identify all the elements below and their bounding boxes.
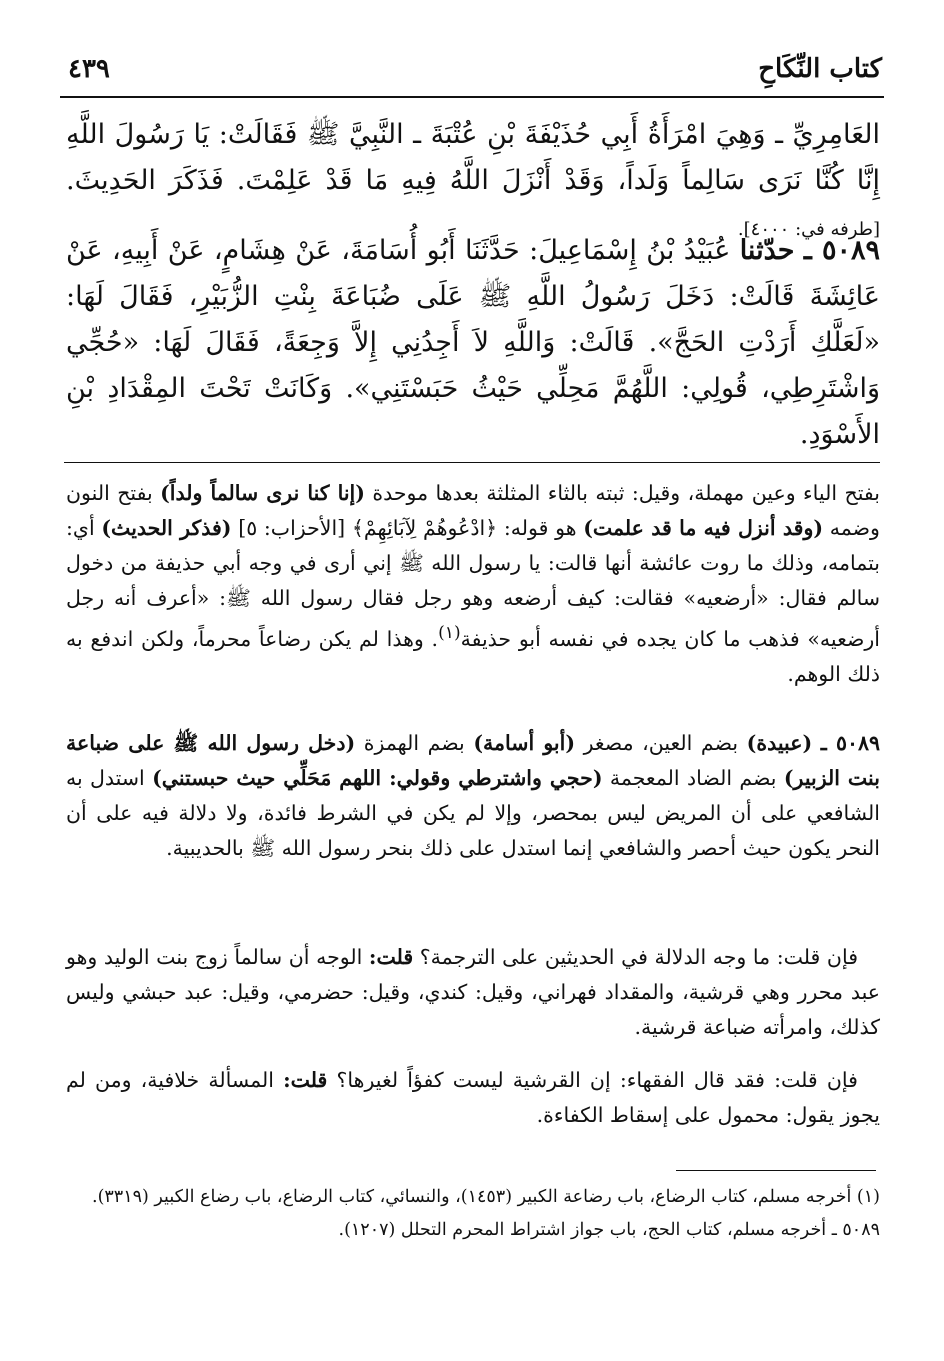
hadith-5089 xyxy=(66,228,880,458)
commentary-text: استدل به الشافعي على أن المريض ليس بمحصر، وإلا لم يكن في الشرط فائدة، ولا دلالة فيه على أن النحر يكون حيث أحصر والشافعي إنما استدل على ذلك بنحر رسول الله ﷺ بالحديبية. xyxy=(66,766,880,860)
quran-quote: ﴿ادْعُوهُمْ لِآبَائِهِمْ﴾ xyxy=(351,516,498,540)
page-number: ٤٣٩ xyxy=(68,54,110,84)
hadith-continuation-text: العَامِرِيِّ ـ وَهِيَ امْرَأَةُ أَبِي حُذَيْفَةَ بْنِ عُتْبَةَ ـ النَّبِيَّ ﷺ فَقَالَتْ: يَا رَسُولَ اللَّهِ إِنَّا كُنَّا نَرَى سَالِماً وَلَداً، وَقَدْ أَنْزَلَ اللَّهُ فِيهِ مَا قَدْ عَلِمْتَ. فَذَكَرَ الحَدِيثَ. xyxy=(66,119,880,196)
commentary-lemma: (أبو أسامة) xyxy=(473,731,576,755)
commentary-lemma: (عبيدة) xyxy=(746,731,813,755)
commentary-answer-label: قلت: xyxy=(283,1068,328,1092)
commentary-text: الوجه أن سالماً زوج بنت الوليد وهو عبد محرر وهي قرشية، والمقداد فهراني، وقيل: كندي، وقيل: حضرمي، وقيل: عبد حبشي وليس كذلك، وامرأته ضباعة قرشية. xyxy=(66,945,880,1039)
footnotes xyxy=(66,1182,880,1248)
page-header xyxy=(68,52,882,92)
commentary-answer-label: قلت: xyxy=(368,945,414,969)
quran-reference: [الأحزاب: ٥] xyxy=(238,516,346,540)
commentary-text: بضم العين، مصغر xyxy=(583,731,739,755)
commentary-number: ٥٠٨٩ ـ xyxy=(820,731,880,755)
footnote-2: ٥٠٨٩ ـ أخرجه مسلم، كتاب الحج، باب جواز اشتراط المحرم التحلل (١٢٠٧). xyxy=(338,1220,880,1240)
commentary-text: بفتح الياء وعين مهملة، وقيل: ثبته بالثاء المثلثة بعدها موحدة xyxy=(372,481,880,505)
narration-lead: حدّثنا xyxy=(739,235,795,266)
commentary-lemma: (دخل رسول الله ﷺ على ضباعة بنت الزبير) xyxy=(66,731,880,790)
footnote-divider xyxy=(676,1170,876,1171)
commentary-paragraph-4 xyxy=(66,1063,880,1133)
commentary-text: بضم الهمزة xyxy=(363,731,465,755)
commentary-paragraph-2 xyxy=(66,726,880,866)
book-title: كتاب النِّكَاحِ xyxy=(758,54,882,84)
commentary-text: المسألة خلافية، ومن لم يجوز يقول: محمول على إسقاط الكفاءة. xyxy=(66,1068,880,1127)
commentary-lemma: (حجي واشترطي وقولي: اللهم مَحَلِّي حيث حبستني) xyxy=(152,766,603,790)
commentary-text: أي: بتمامه، وذلك ما روت عائشة أنها قالت: يا رسول الله ﷺ إني أرى في وجه أبي حذيفة من دخول سالم فقال: «أرضعيه» فقالت: كيف أرضعه وهو رجل فقال رسول الله ﷺ: «أعرف أنه رجل أرضعيه» فذهب ما كان يجده في نفسه أبو حذيفة xyxy=(66,516,881,651)
commentary-text: بضم الضاد المعجمة xyxy=(609,766,777,790)
commentary-text: . وهذا لم يكن رضاعاً محرماً، ولكن اندفع به ذلك الوهم. xyxy=(66,626,880,686)
hadith-text: عُبَيْدُ بْنُ إِسْمَاعِيلَ: حَدَّثَنَا أَبُو أُسَامَةَ، عَنْ هِشَامٍ، عَنْ أَبِيهِ، عَنْ عَائِشَةَ قَالَتْ: دَخَلَ رَسُولُ اللَّهِ ﷺ عَلَى ضُبَاعَةَ بِنْتِ الزُّبَيْرِ، فَقَالَ لَهَا: «لَعَلَّكِ أَرَدْتِ الحَجَّ». قَالَتْ: وَاللَّهِ لاَ أَجِدُنِي إِلاَّ وَجِعَةً، فَقَالَ لَهَا: «حُجِّي وَاشْتَرِطِي، قُولِي: اللَّهُمَّ مَحِلِّي حَيْثُ حَبَسْتَنِي». وَكَانَتْ تَحْتَ المِقْدَادِ بْنِ الأَسْوَدِ. xyxy=(66,235,880,450)
commentary-paragraph-3 xyxy=(66,940,880,1045)
commentary-lemma: (فذكر الحديث) xyxy=(101,516,232,540)
commentary-text: هو قوله: xyxy=(503,516,577,540)
commentary-lemma: (إنا كنا نرى سالماً ولداً) xyxy=(160,481,365,505)
cross-reference: [طرفه في: ٤٠٠٠]. xyxy=(737,219,880,240)
commentary-lemma: (وقد أنزل فيه ما قد علمت) xyxy=(583,516,824,540)
commentary-text: بفتح النون وضمه xyxy=(66,481,880,540)
commentary-question: فإن قلت: ما وجه الدلالة في الحديثين على الترجمة؟ xyxy=(419,945,858,969)
hadith-number: ٥٠٨٩ ـ xyxy=(803,235,880,266)
footnote-marker: (١) xyxy=(438,623,461,643)
footnote-1: (١) أخرجه مسلم، كتاب الرضاع، باب رضاعة الكبير (١٤٥٣)، والنسائي، كتاب الرضاع، باب رضاع الكبير (٣٣١٩). xyxy=(92,1187,880,1207)
commentary-question: فإن قلت: فقد قال الفقهاء: إن القرشية ليست كفؤاً لغيرها؟ xyxy=(336,1068,858,1092)
header-divider xyxy=(60,96,884,98)
commentary-paragraph-1 xyxy=(66,476,880,692)
commentary-divider xyxy=(64,462,880,463)
